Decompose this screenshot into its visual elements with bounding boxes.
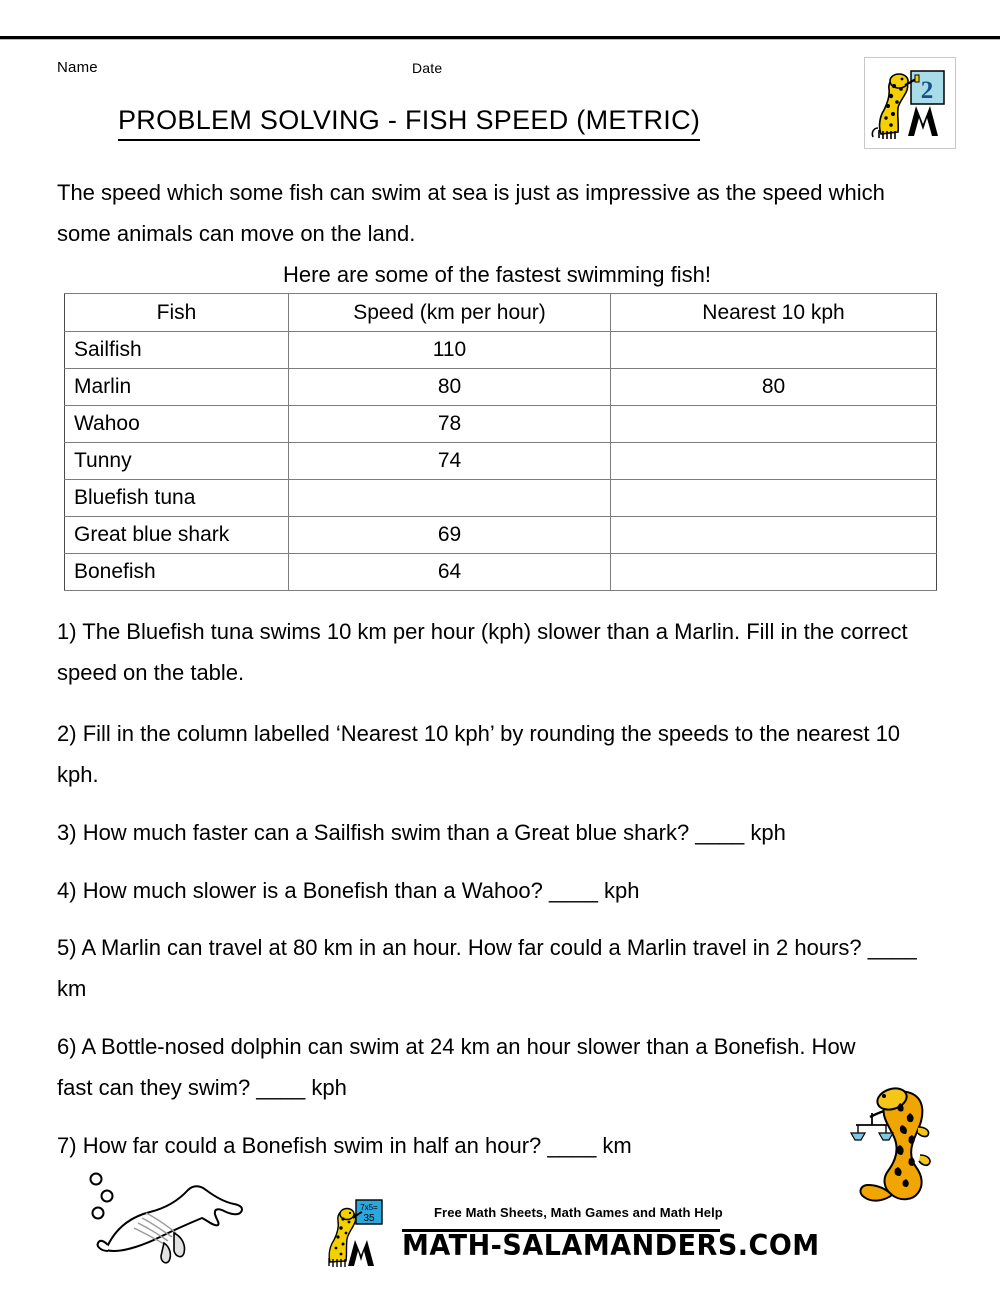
question-2: [57, 713, 947, 795]
table-row: [65, 480, 937, 517]
cell-speed[interactable]: 64: [289, 554, 611, 591]
salamander-chalkboard-icon: [865, 58, 955, 148]
question-7-text: How far could a Bonefish swim in half an hour? ____ km: [82, 1133, 632, 1158]
question-7: [57, 1125, 947, 1166]
header-divider-rule: [0, 36, 1000, 40]
cell-nearest[interactable]: [611, 554, 937, 591]
logo-number: 2: [920, 77, 934, 104]
table-row: [65, 332, 937, 369]
question-7-number: 7): [57, 1133, 77, 1158]
cell-speed[interactable]: 69: [289, 517, 611, 554]
question-4: [57, 870, 947, 911]
intro-subheading: Here are some of the fastest swimming fish!: [283, 262, 711, 287]
whale-illustration: [78, 1163, 278, 1271]
name-label: Name: [57, 59, 98, 76]
cell-nearest[interactable]: [611, 480, 937, 517]
cell-fish-name: Sailfish: [65, 332, 289, 369]
fish-speed-table: [64, 293, 937, 591]
question-3-text: How much faster can a Sailfish swim than a Great blue shark? ____ kph: [82, 820, 786, 845]
cell-speed[interactable]: [289, 480, 611, 517]
cell-fish-name: Bluefish tuna: [65, 480, 289, 517]
cell-fish-name: Great blue shark: [65, 517, 289, 554]
table-row: [65, 369, 937, 406]
cell-fish-name: Marlin: [65, 369, 289, 406]
table-row: [65, 406, 937, 443]
cell-fish-name: Wahoo: [65, 406, 289, 443]
cell-fish-name: Bonefish: [65, 554, 289, 591]
footer-logo-equation-top: 7x5=: [360, 1203, 378, 1212]
question-1-number: 1): [57, 619, 77, 644]
cell-nearest[interactable]: [611, 517, 937, 554]
question-3-number: 3): [57, 820, 77, 845]
question-5: [57, 927, 942, 1009]
cell-nearest[interactable]: [611, 406, 937, 443]
question-6-text: A Bottle-nosed dolphin can swim at 24 km an hour slower than a Bonefish. How fast can they swim? ____ kph: [57, 1034, 856, 1100]
question-1: [57, 611, 947, 693]
table-row: [65, 443, 937, 480]
question-3: [57, 812, 947, 853]
table-row: [65, 517, 937, 554]
question-5-text: A Marlin can travel at 80 km in an hour. How far could a Marlin travel in 2 hours? ____ km: [57, 935, 917, 1001]
question-6: [57, 1026, 887, 1108]
footer-tagline: Free Math Sheets, Math Games and Math Help: [434, 1205, 723, 1220]
grade-level-logo: [864, 57, 956, 149]
table-row: [65, 554, 937, 591]
cell-speed[interactable]: 78: [289, 406, 611, 443]
cell-nearest[interactable]: [611, 443, 937, 480]
footer-logo-equation-bottom: 35: [363, 1213, 375, 1224]
column-header-fish: Fish: [65, 294, 289, 332]
column-header-nearest: Nearest 10 kph: [611, 294, 937, 332]
question-5-number: 5): [57, 935, 77, 960]
footer-url: MATH-SALAMANDERS.COM: [402, 1230, 820, 1263]
footer-salamander-icon: [322, 1196, 400, 1268]
cell-nearest[interactable]: [611, 332, 937, 369]
cell-speed[interactable]: 80: [289, 369, 611, 406]
question-4-text: How much slower is a Bonefish than a Wahoo? ____ kph: [82, 878, 640, 903]
footer-logo: [322, 1196, 820, 1268]
date-label: Date: [412, 60, 443, 76]
cell-speed[interactable]: 110: [289, 332, 611, 369]
question-6-number: 6): [57, 1034, 77, 1059]
cell-speed[interactable]: 74: [289, 443, 611, 480]
question-2-number: 2): [57, 721, 77, 746]
cell-fish-name: Tunny: [65, 443, 289, 480]
question-1-text: The Bluefish tuna swims 10 km per hour (kph) slower than a Marlin. Fill in the correct speed on the table.: [57, 619, 908, 685]
table-header-row: [65, 294, 937, 332]
cell-nearest[interactable]: 80: [611, 369, 937, 406]
question-4-number: 4): [57, 878, 77, 903]
page-title: PROBLEM SOLVING - FISH SPEED (METRIC): [118, 105, 700, 141]
column-header-speed: Speed (km per hour): [289, 294, 611, 332]
question-2-text: Fill in the column labelled ‘Nearest 10 kph’ by rounding the speeds to the nearest 10 kph.: [57, 721, 901, 787]
intro-paragraph: The speed which some fish can swim at sea is just as impressive as the speed which some animals can move on the land.: [57, 180, 885, 246]
salamander-scales-illustration: [848, 1083, 960, 1205]
